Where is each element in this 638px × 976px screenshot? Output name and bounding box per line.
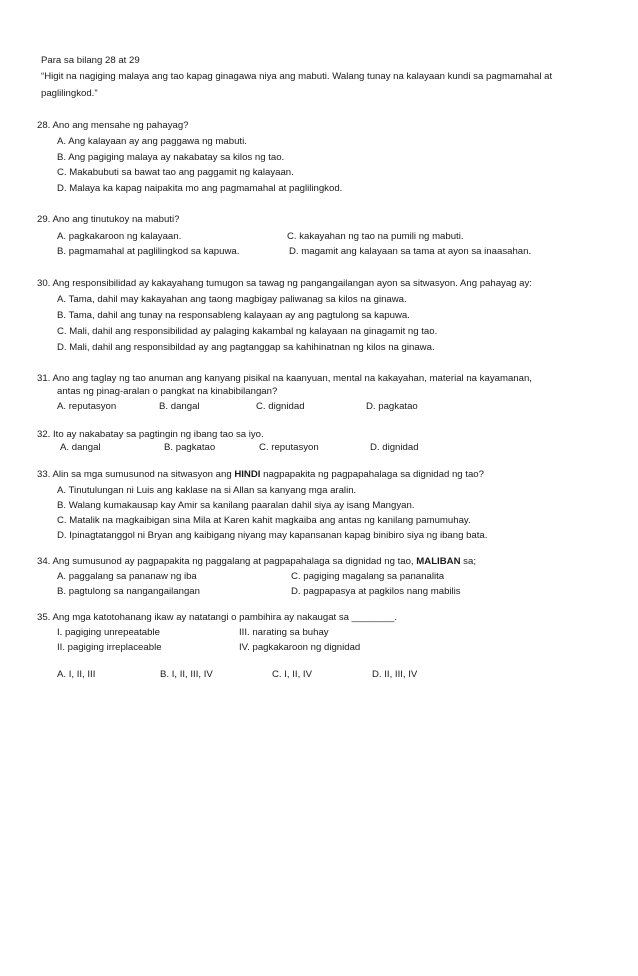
q32-option-a: A. dangal [60, 442, 101, 453]
q29-option-c: C. kakayahan ng tao na pumili ng mabuti. [287, 231, 464, 242]
q30-stem: 30. Ang responsibilidad ay kakayahang tumugon sa tawag ng pangangailangan ayon sa sitwasyon. Ang pahayag ay: [37, 278, 532, 289]
q34-stem-before: 34. Ang sumusunod ay pagpapakita ng paggalang at pagpapahalaga sa dignidad ng tao, [37, 556, 417, 567]
q31-option-a: A. reputasyon [57, 401, 117, 412]
q33-stem-before: 33. Alin sa mga sumusunod na sitwasyon ang [37, 469, 235, 480]
q30-option-d: D. Mali, dahil ang responsibildad ay ang pagtanggap sa kahihinatnan ng kilos na ginawa. [57, 342, 435, 353]
q34-option-c: C. pagiging magalang sa pananalita [291, 571, 445, 582]
q31-option-d: D. pagkatao [366, 401, 418, 412]
q35-item-iv: IV. pagkakaroon ng dignidad [239, 642, 361, 653]
q34-option-d: D. pagpapasya at pagkilos nang mabilis [291, 586, 461, 597]
q33-option-d: D. Ipinagtatanggol ni Bryan ang kaibigang niyang may kapansanan kapag binibiro siya ng ibang bata. [57, 530, 488, 541]
q31-option-b: B. dangal [159, 401, 200, 412]
q32-option-d: D. dignidad [370, 442, 419, 453]
q32-option-b: B. pagkatao [164, 442, 216, 453]
q29-option-a: A. pagkakaroon ng kalayaan. [57, 231, 182, 242]
q35-option-a: A. I, II, III [57, 669, 96, 680]
intro-quote-line1: “Higit na nagiging malaya ang tao kapag ginagawa niya ang mabuti. Walang tunay na kalayaan kundi sa pagmamahal at [41, 71, 553, 82]
q32-stem: 32. Ito ay nakabatay sa pagtingin ng ibang tao sa iyo. [37, 429, 264, 440]
q33-stem-after: nagpapakita ng pagpapahalaga sa dignidad ng tao? [260, 469, 484, 480]
q35-option-d: D. II, III, IV [372, 669, 418, 680]
q31-stem-line1: 31. Ano ang taglay ng tao anuman ang kanyang pisikal na kaanyuan, mental na kakayahan, material na kayamanan, [37, 373, 532, 384]
q33-stem-emphasis: HINDI [234, 469, 261, 480]
q28-option-a: A. Ang kalayaan ay ang paggawa ng mabuti. [57, 136, 247, 147]
q35-option-c: C. I, II, IV [272, 669, 312, 680]
q34-option-b: B. pagtulong sa nangangailangan [57, 586, 200, 597]
q32-option-c: C. reputasyon [259, 442, 319, 453]
q34-stem-after: sa; [460, 556, 476, 567]
q28-option-b: B. Ang pagiging malaya ay nakabatay sa kilos ng tao. [57, 152, 285, 163]
q29-stem: 29. Ano ang tinutukoy na mabuti? [37, 214, 180, 225]
q33-stem [37, 469, 484, 481]
q29-option-b: B. pagmamahal at paglilingkod sa kapuwa. [57, 246, 240, 257]
q28-option-d: D. Malaya ka kapag naipakita mo ang pagmamahal at paglilingkod. [57, 183, 343, 194]
q29-option-d: D. magamit ang kalayaan sa tama at ayon sa inaasahan. [289, 246, 532, 257]
q35-item-ii: II. pagiging irreplaceable [57, 642, 162, 653]
intro-quote-line2: paglilingkod.” [41, 88, 98, 99]
q30-option-b: B. Tama, dahil ang tunay na responsableng kalayaan ay ang pagtulong sa kapuwa. [57, 310, 410, 321]
intro-heading: Para sa bilang 28 at 29 [41, 55, 140, 66]
q35-item-iii: III. narating sa buhay [239, 627, 329, 638]
q35-item-i: I. pagiging unrepeatable [57, 627, 160, 638]
q35-option-b: B. I, II, III, IV [160, 669, 213, 680]
q30-option-a: A. Tama, dahil may kakayahan ang taong magbigay paliwanag sa kilos na ginawa. [57, 294, 407, 305]
q30-option-c: C. Mali, dahil ang responsibilidad ay palaging kakambal ng kalayaan na ginagamit ng tao. [57, 326, 438, 337]
q31-option-c: C. dignidad [256, 401, 305, 412]
q33-option-a: A. Tinutulungan ni Luis ang kaklase na si Allan sa kanyang mga aralin. [57, 485, 357, 496]
q34-stem [37, 556, 476, 568]
q34-stem-emphasis: MALIBAN [416, 556, 461, 567]
q28-option-c: C. Makabubuti sa bawat tao ang paggamit ng kalayaan. [57, 167, 294, 178]
q33-option-b: B. Walang kumakausap kay Amir sa kanilang paaralan dahil siya ay isang Mangyan. [57, 500, 415, 511]
q33-option-c: C. Matalik na magkaibigan sina Mila at Karen kahit magkaiba ang antas ng kanilang pamumuhay. [57, 515, 471, 526]
q28-stem: 28. Ano ang mensahe ng pahayag? [37, 120, 189, 131]
q35-stem: 35. Ang mga katotohanang ikaw ay natatangi o pambihira ay nakaugat sa ________. [37, 612, 398, 623]
q34-option-a: A. paggalang sa pananaw ng iba [57, 571, 197, 582]
q31-stem-line2: antas ng pinag-aralan o pangkat na kinabibilangan? [57, 386, 278, 397]
